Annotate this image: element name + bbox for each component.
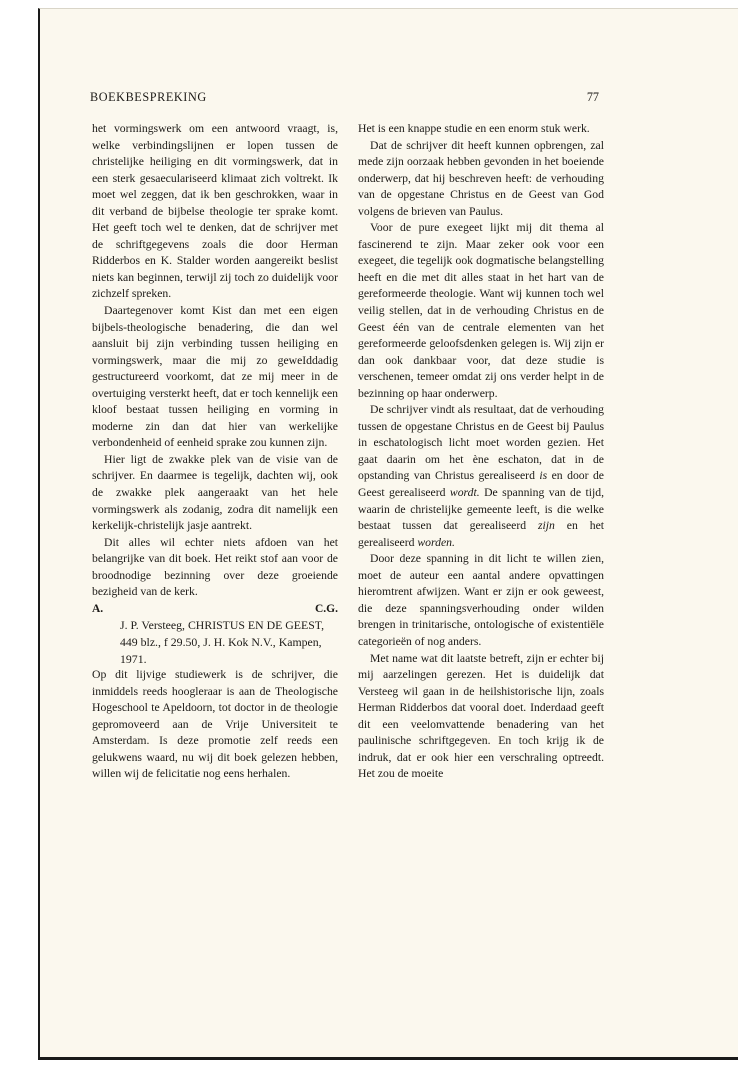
text-run: De spanning van de tijd, waarin de christelijke gemeente leeft, is die welke bestaat tussen dat gerealiseerd xyxy=(358,486,605,533)
italic-word: worden. xyxy=(417,535,455,549)
italic-word: zijn xyxy=(538,519,555,533)
paragraph: Daartegenover komt Kist dan met een eigen bijbels-theologische benadering, die dan wel aansluit bij zijn verbinding tussen heiliging en vormingswerk, maar die mij zo geweIddadig gestructureerd voorkomt, dat ze mij meer in de overtuiging versterkt heeft, dat er toch kennelijk een kloof bestaat tussen heiliging en vorming in moderne zin dan dat hier van werkelijke verbondenheid of eenheid sprake zou kunnen zijn. xyxy=(92,304,338,450)
text-run: en door de Geest gerealiseerd xyxy=(358,469,604,500)
right-column xyxy=(358,121,604,783)
paragraph: Hier ligt de zwakke plek van de visie van de schrijver. En daarmee is tegelijk, dachten wij, ook de zwakke plek aangeraakt van het hele vormingswerk als zodanig, zodra dit namelijk een kerkelijk-christelijk jasje aantrekt. xyxy=(92,452,338,533)
paragraph xyxy=(358,402,604,551)
paragraph: Voor de pure exegeet lijkt mij dit thema al fascinerend te zijn. Maar zeker ook voor een exegeet, die tegelijk ook dogmatische belangstelling heeft en die met dit alles staat in het hart van de gereformeerde theologie. Want wij kunnen toch wel veilig stellen, dat in de verhouding Christus en de Geest één van de centrale elementen van het gereformeerde geloofsdenken gelegen is. Wij zijn er dan ook dankbaar voor, dat deze studie is verschenen, temeer omdat zij ons verder helpt in de bezinning op haar onderwerp. xyxy=(358,221,604,400)
paragraph: Dit alles wil echter niets afdoen van het belangrijke van dit boek. Het reikt stof aan voor de broodnodige bezinning over deze groeiende bezigheid van de kerk. xyxy=(92,535,338,599)
book-reference: J. P. Versteeg, CHRISTUS EN DE GEEST, 449 blz., f 29.50, J. H. Kok N.V., Kampen, 1971. xyxy=(120,618,325,666)
text-run: en het gerealiseerd xyxy=(358,519,605,549)
paragraph: Met name wat dit laatste betreft, zijn er echter bij mij aarzelingen gerezen. Het is duidelijk dat Versteeg wil gaan in de heilshistorische lijn, zoals Herman Ridderbos dat vooral doet. Inderdaad geeft dit een veelomvattende benadering van het paulinische schriftgegeven. En toch krijg ik de indruk, dat er ook hier een verschraling optreedt. Het zou de moeite xyxy=(358,651,604,781)
paragraph: Dat de schrijver dit heeft kunnen opbrengen, zal mede zijn oorzaak hebben gevonden in het boeiende onderwerp, dat hij beschreven heeft: de verhouding van de opgestane Christus en de Geest van God volgens de brieven van Paulus. xyxy=(358,138,604,218)
paragraph: Het is een knappe studie en een enorm stuk werk. xyxy=(358,122,590,135)
paragraph: Op dit lijvige studiewerk is de schrijver, die inmiddels reeds hoogleraar is aan de Theologische Hogeschool te Apeldoorn, tot doctor in de theologie gepromoveerd aan de Vrije Universiteit te Amsterdam. Is deze promotie zelf reeds een gelukwens waard, nu wij dit boek gelezen hebben, willen wij de felicitatie nog eens herhalen. xyxy=(92,668,338,781)
paragraph: Door deze spanning in dit licht te willen zien, moet de auteur een aantal andere opvattingen hieromtrent afwijzen. Want er zijn er ook geweest, die deze spanningsverhouding onder wilden brengen in trinitarische, ontologische of existentiële categorieën of nog anders. xyxy=(358,552,604,648)
left-column xyxy=(92,121,338,783)
paragraph: het vormingswerk om een antwoord vraagt, is, welke verbindingslijnen er lopen tussen de christelijke heiliging en dit vormingswerk, dat in een sterk gesaeculariseerd klimaat zich voltrekt. Ik moet wel zeggen, dat ik ben geschrokken, waar in dit verband de bijbelse theologie ter sprake komt. Het geeft toch wel te denken, dat de schrijver met de schriftgegevens zoals die door Herman Ridderbos en K. Stalder worden aangereikt beslist niets kan beginnen, terwijl zij toch zo duidelijk voor zichzelf spreken. xyxy=(92,122,338,301)
signature-author: C.G. xyxy=(315,602,338,615)
signature-initial: A. xyxy=(92,602,104,615)
review-signature xyxy=(92,601,338,618)
running-head: BOEKBESPREKING xyxy=(90,90,207,104)
text-run: De schrijver vindt als resultaat, dat de verhouding tussen de opgestane Christus en de Geest bij Paulus in eschatologisch licht moet worden gezien. Het gaat daarin om het ène eschaton, dat in de opstanding van Christus gerealiseerd xyxy=(358,403,604,483)
italic-word: is xyxy=(539,469,548,483)
italic-word: wordt. xyxy=(449,486,480,500)
page-number: 77 xyxy=(586,90,599,104)
